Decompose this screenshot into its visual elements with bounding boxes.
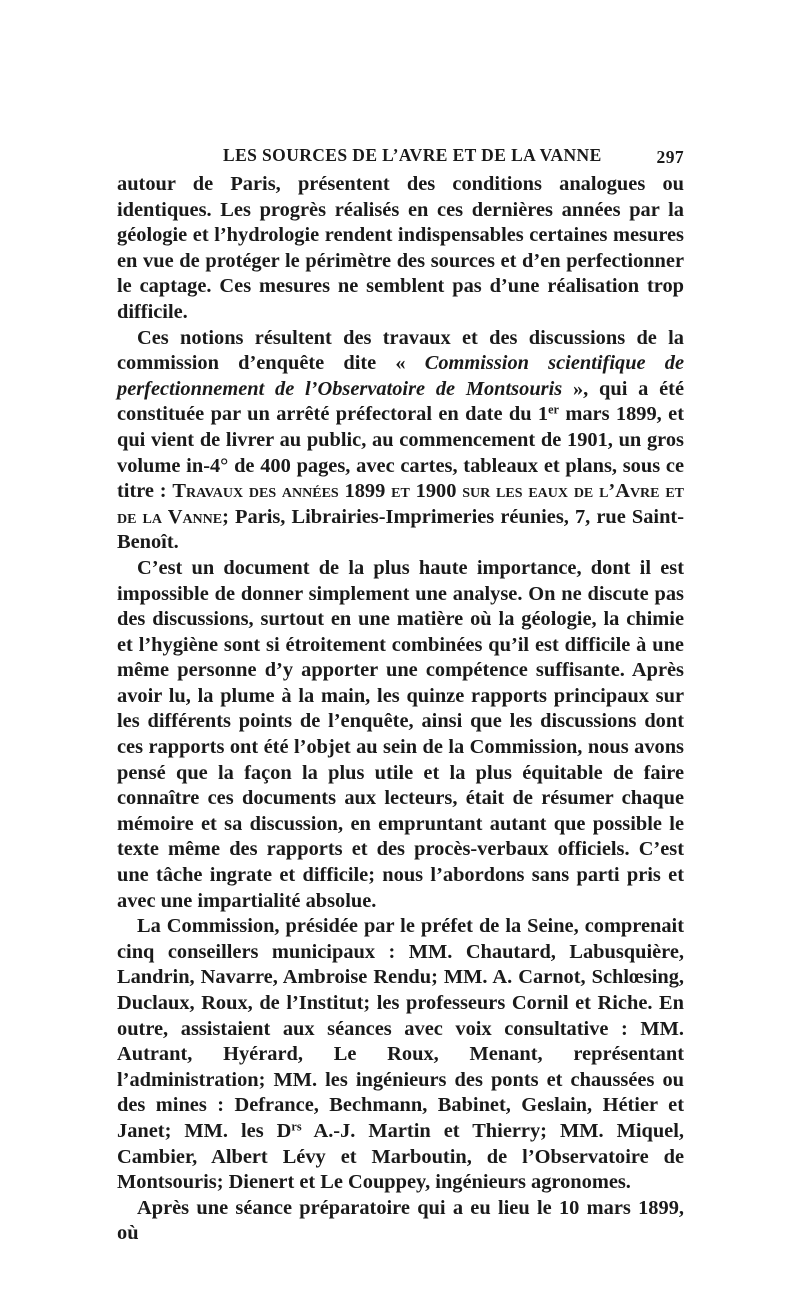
commission-name: Commission scientifique de perfectionnement de l’Observatoire de Montsouris <box>117 352 684 400</box>
paragraph-4 <box>117 914 684 1196</box>
doctors-superscript: rs <box>291 1119 302 1134</box>
paragraph-3 <box>117 556 684 914</box>
page-header <box>117 145 684 171</box>
page-number: 297 <box>656 147 684 167</box>
book-title: Travaux des années 1899 et 1900 sur les eaux de l’Avre et de la Vanne <box>117 480 684 528</box>
running-title: LES SOURCES DE L’AVRE ET DE LA VANNE <box>223 145 602 165</box>
paragraph-4-text-a: La Commission, présidée par le préfet de la Seine, comprenait cinq conseillers municipaux : MM. Chautard, Labusquière, Landrin, Navarre, Ambroise Rendu; MM. A. Carnot, Schlœsing, Duclaux, Roux, de l’Institut; les professeurs Cornil et Riche. En outre, assistaient aux séances avec voix consultative : MM. Autrant, Hyérard, Le Roux, Menant, représentant l’administration; MM. les ingénieurs des ponts et chaussées ou des mines : Defrance, Bechmann, Babinet, Geslain, Hétier et Janet; MM. les D <box>117 915 684 1142</box>
paragraph-2-text-b: », qui a été constituée par un arrêté préfectoral en date du 1 <box>117 377 684 426</box>
paragraph-2 <box>117 326 684 556</box>
paragraph-2-text-c: mars 1899, et qui vient de livrer au public, au commencement de 1901, un gros volume in-4° de 400 pages, avec cartes, tableaux et plans, sous ce titre : <box>117 403 684 503</box>
paragraph-4-text-b: A.-J. Martin et Thierry; MM. Miquel, Cambier, Albert Lévy et Marboutin, de l’Observatoire de Montsouris; Dienert et Le Couppey, ingénieurs agronomes. <box>117 1119 684 1194</box>
paragraph-2-text-a: Ces notions résultent des travaux et des discussions de la commission d’enquête dite « <box>117 326 684 375</box>
paragraph-2-text-d: ; Paris, Librairies-Imprimeries réunies, 7, rue Saint-Benoît. <box>117 505 684 554</box>
body-text <box>117 172 684 1247</box>
ordinal-superscript: er <box>548 402 559 417</box>
paragraph-1-text: autour de Paris, présentent des conditions analogues ou identiques. Les progrès réalisés en ces dernières années par la géologie et l’hydrologie rendent indispensables certaines mesures en vue de protéger le périmètre des sources et d’en perfectionner le captage. Ces mesures ne semblent pas d’une réalisation trop difficile. <box>117 173 684 323</box>
paragraph-3-text: C’est un document de la plus haute importance, dont il est impossible de donner simplement une analyse. On ne discute pas des discussions, surtout en une matière où la géologie, la chimie et l’hygiène sont si étroitement combinées qu’il est difficile à une même personne d’y apporter une compétence suffisante. Après avoir lu, la plume à la main, les quinze rapports principaux sur les différents points de l’enquête, ainsi que les discussions dont ces rapports ont été l’objet au sein de la Commission, nous avons pensé que la façon la plus utile et la plus équitable de faire connaître ces documents aux lecteurs, était de résumer chaque mémoire et sa discussion, en empruntant autant que possible le texte même des rapports et des procès-verbaux officiels. C’est une tâche ingrate et difficile; nous l’abordons sans parti pris et avec une impartialité absolue. <box>117 556 684 912</box>
paragraph-5 <box>117 1196 684 1247</box>
paragraph-1 <box>117 172 684 326</box>
paragraph-5-text: Après une séance préparatoire qui a eu lieu le 10 mars 1899, où <box>117 1196 684 1245</box>
